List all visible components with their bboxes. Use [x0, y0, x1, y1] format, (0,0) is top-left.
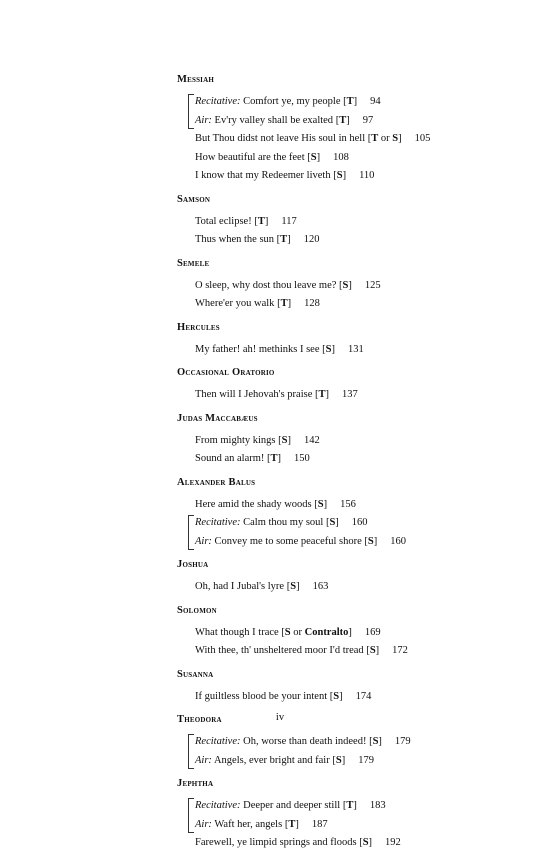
toc-entry — [195, 234, 319, 246]
entry-title — [195, 152, 320, 163]
work-heading: Theodora — [177, 714, 222, 725]
entry-page: 125 — [364, 279, 381, 291]
work-heading: Susanna — [177, 668, 214, 680]
toc-entry — [195, 819, 328, 831]
entry-text: From mighty kings [S] — [195, 434, 291, 446]
entry-text: O sleep, why dost thou leave me? [S] — [195, 279, 352, 291]
entry-title — [195, 736, 382, 747]
entry-page: 174 — [355, 690, 372, 702]
entry-page: 137 — [342, 389, 358, 400]
entry-page: 160 — [351, 517, 368, 528]
entry-text: Calm thou my soul [S] — [243, 517, 339, 528]
entry-text: Comfort ye, my people [T] — [243, 96, 358, 107]
entry-prefix: Air: — [195, 535, 212, 547]
entry-title — [195, 627, 352, 638]
entry-text: But Thou didst not leave His soul in hell [T or S] — [195, 133, 402, 144]
entry-text: With thee, th' unsheltered moor I'd tread [S] — [195, 645, 380, 656]
entry-page: 160 — [390, 535, 407, 547]
entry-title — [195, 755, 345, 766]
entry-text: Where'er you walk [T] — [195, 298, 292, 309]
toc-entry — [195, 536, 406, 548]
entry-text: Here amid the shady woods [S] — [195, 498, 328, 510]
entry-page: 120 — [303, 234, 320, 245]
entry-text: Deeper and deeper still [T] — [243, 800, 357, 811]
work-heading: Hercules — [177, 321, 220, 333]
entry-text: If guiltless blood be your intent [S] — [195, 690, 343, 702]
work-heading: Messiah — [177, 74, 214, 85]
entry-page: 150 — [294, 453, 310, 464]
entry-page: 179 — [358, 754, 374, 766]
entry-text: Oh, worse than death indeed! [S] — [243, 736, 382, 747]
entry-title — [195, 96, 357, 107]
entry-text: Ev'ry valley shall be exalted [T] — [214, 114, 350, 126]
work-heading: Judas Maccabæus — [177, 412, 258, 424]
entry-page: 179 — [394, 736, 411, 747]
entry-page: 187 — [311, 818, 328, 830]
entry-text: Total eclipse! [T] — [195, 215, 269, 227]
entry-text: Farewell, ye limpid springs and floods [S] — [195, 837, 373, 848]
page-number: iv — [275, 712, 285, 723]
entry-text: Sound an alarm! [T] — [195, 453, 282, 464]
entry-page: 94 — [370, 96, 381, 107]
entry-prefix: Air: — [195, 818, 212, 830]
toc-entry — [195, 298, 320, 310]
toc-entry — [195, 170, 374, 182]
entry-title — [195, 435, 291, 446]
entry-page: 172 — [392, 645, 408, 656]
recitative-air-bracket — [188, 94, 194, 129]
toc-entry — [195, 800, 386, 812]
entry-text: Thus when the sun [T] — [195, 234, 291, 245]
entry-title — [195, 800, 357, 811]
toc-entry — [195, 280, 381, 292]
entry-page: 192 — [385, 837, 401, 848]
entry-page: 169 — [364, 626, 381, 638]
entry-text: What though I trace [S or Contralto] — [195, 626, 352, 638]
entry-text: Convey me to some peaceful shore [S] — [214, 535, 378, 547]
entry-title — [195, 298, 291, 309]
entry-page: 97 — [362, 114, 374, 126]
work-heading: Jephtha — [177, 778, 214, 789]
entry-page: 108 — [333, 151, 349, 163]
entry-title — [195, 280, 352, 291]
entry-title — [195, 170, 346, 181]
entry-page: 131 — [347, 343, 364, 355]
entry-page: 183 — [369, 800, 386, 811]
entry-title — [195, 837, 372, 848]
work-heading: Samson — [177, 193, 211, 205]
entry-text: My father! ah! methinks I see [S] — [195, 343, 335, 355]
toc-entry — [195, 499, 356, 511]
entry-title — [195, 389, 329, 400]
entry-text: Waft her, angels [T] — [214, 818, 299, 830]
entry-page: 142 — [303, 434, 320, 446]
toc-entry — [195, 581, 328, 593]
toc-entry — [195, 216, 297, 228]
work-heading: Solomon — [177, 604, 217, 616]
work-heading: Semele — [177, 257, 210, 269]
toc-entry — [195, 389, 358, 401]
entry-title — [195, 581, 300, 592]
entry-prefix: Recitative: — [195, 517, 241, 528]
entry-title — [195, 344, 335, 355]
entry-title — [195, 819, 299, 830]
toc-entry — [195, 152, 349, 164]
entry-title — [195, 645, 379, 656]
work-heading: Alexander Balus — [177, 476, 256, 488]
work-heading: Joshua — [177, 559, 209, 570]
entry-page: 163 — [312, 581, 329, 592]
entry-page: 110 — [359, 170, 375, 181]
toc-entry — [195, 627, 381, 639]
entry-title — [195, 216, 268, 227]
entry-page: 128 — [304, 298, 320, 309]
toc-entry — [195, 691, 371, 703]
entry-prefix: Air: — [195, 114, 212, 126]
toc-entry — [195, 755, 374, 767]
toc-entry — [195, 115, 373, 127]
toc-entry — [195, 645, 408, 657]
entry-title — [195, 691, 343, 702]
entry-title — [195, 115, 350, 126]
toc-entry — [195, 837, 401, 849]
recitative-air-bracket — [188, 734, 194, 769]
entry-text: How beautiful are the feet [S] — [195, 151, 321, 163]
entry-page: 156 — [340, 498, 356, 510]
toc-entry — [195, 435, 320, 447]
entry-title — [195, 453, 281, 464]
entry-title — [195, 133, 402, 144]
entry-text: Then will I Jehovah's praise [T] — [195, 389, 330, 400]
entry-title — [195, 517, 339, 528]
entry-prefix: Recitative: — [195, 96, 241, 107]
entry-text: I know that my Redeemer liveth [S] — [195, 170, 347, 181]
entry-title — [195, 234, 291, 245]
work-heading: Occasional Oratorio — [177, 367, 275, 378]
toc-entry — [195, 96, 381, 108]
entry-text: Oh, had I Jubal's lyre [S] — [195, 581, 300, 592]
toc-entry — [195, 344, 364, 356]
entry-page: 105 — [414, 133, 431, 144]
toc-entry — [195, 133, 430, 145]
toc-entry — [195, 453, 310, 465]
entry-text: Angels, ever bright and fair [S] — [213, 754, 346, 766]
toc-entry — [195, 517, 368, 529]
recitative-air-bracket — [188, 798, 194, 833]
entry-prefix: Recitative: — [195, 800, 241, 811]
entry-title — [195, 499, 327, 510]
toc-entry — [195, 736, 411, 748]
entry-prefix: Air: — [195, 754, 212, 766]
recitative-air-bracket — [188, 515, 194, 550]
entry-prefix: Recitative: — [195, 736, 241, 747]
entry-page: 117 — [281, 215, 297, 227]
entry-title — [195, 536, 377, 547]
